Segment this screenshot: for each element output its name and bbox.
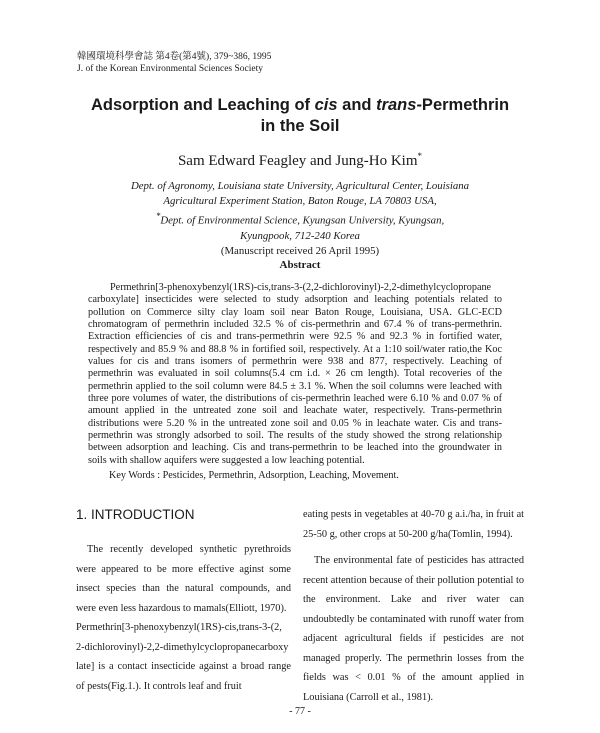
title-part-2: -Permethrin xyxy=(416,96,510,114)
abstract-body: Permethrin[3-phenoxybenzyl(1RS)-cis,trans-3-(2,2-dichlorovinyl)-2,2-dimethylcyclopropane carboxylate] insecticides were selected to study adsorption and leaching potentials related to pollution on Commerce silty clay loam soil near Baton Rouge, Louisiana, USA. GLC-ECD chromatogram of permethrin included 32.5 % of cis-permethrin and 67.4 % of trans-permethrin. Extraction efficiencies of cis and trans-permethrin were 92.5 % and 92.3 % in fortified water, respectively and 85.9 % and 88.8 % in fortified soil, respectively. At a 1:10 soil/water ratio,the Koc values for cis and trans isomers of permethrin were 938 and 877, respectively. Leaching of permethrin was evaluated in soil columns(5.4 cm i.d. × 26 cm length). Total recoveries of the permethrin applied to the soil column were 84.5 ± 3.1 %. When the soil columns were leached with three pore volumes of water, the distributions of cis-permethrin leached were 6.10 % and 0.07 % of amount applied in the untreated zone soil and leachate water, respectively. Trans-permethrin distributions were 5.20 % in the untreated zone soil and 0.05 % in leachate water. Cis and trans-permethrin was strongly adsorbed to soil. The results of the study showed the strong relationship between adsorption and leaching. Cis and trans-permethrin to be leached into the groundwater in soils with shallow aquifers were suggested a low leaching potential. xyxy=(88,282,502,466)
author-names: Sam Edward Feagley and Jung-Ho Kim xyxy=(177,153,418,169)
intro-paragraph-1: The recently developed synthetic pyrethroids were appeared to be more effective aginst some insect species than the natural compounds, and were even less hazardous to mamals(Elliott, 1970). xyxy=(76,544,291,614)
manuscript-received: (Manuscript received 26 April 1995) xyxy=(220,244,380,257)
affiliation-line-2: Agricultural Experiment Station, Baton Rouge, LA 70803 USA, xyxy=(163,195,437,207)
author-list xyxy=(0,151,600,170)
page-number: - 77 - xyxy=(289,706,311,717)
journal-header xyxy=(77,51,271,75)
affiliation-line-3-text: Dept. of Environmental Science, Kyungsan University, Kyungsan, xyxy=(160,214,445,227)
title-line-1 xyxy=(0,95,600,116)
paper-title xyxy=(0,95,600,137)
intro-paragraph-4: The environmental fate of pesticides has attracted recent attention because of their pollution potential to the environment. Lake and river water can undoubtedly be contaminated with runoff water from adjacent agricultural fields if pesticides are not managed properly. The permethrin losses from the fields was < 0.01 % of the amount applied in Louisiana (Carroll et al., 1981). xyxy=(303,555,524,703)
keywords: Key Words : Pesticides, Permethrin, Adsorption, Leaching, Movement. xyxy=(109,470,399,481)
affiliation-line-4: Kyungpook, 712-240 Korea xyxy=(240,229,360,242)
journal-citation-korean: 韓國環境科學會誌 第4卷(第4號), 379~386, 1995 xyxy=(77,52,272,62)
title-and: and xyxy=(337,96,377,114)
abstract-heading: Abstract xyxy=(279,259,321,271)
title-cis: cis xyxy=(314,96,338,114)
title-part-1: Adsorption and Leaching of xyxy=(90,96,315,114)
intro-paragraph-2: Permethrin[3-phenoxybenzyl(1RS)-cis,trans-3-(2, 2-dichlorovinyl)-2,2-dimethylcyclopropanecarboxy late] is a contact insecticide against a broad range of pests(Fig.1.). It controls leaf and fruit xyxy=(76,622,291,692)
title-trans: trans xyxy=(376,96,417,114)
affiliation-line-3 xyxy=(0,209,600,229)
title-line-2: in the Soil xyxy=(260,117,340,135)
journal-citation-english: J. of the Korean Environmental Sciences Society xyxy=(77,64,263,74)
intro-paragraph-3: eating pests in vegetables at 40-70 g a.i./ha, in fruit at 25-50 g, other crops at 50-200 g/ha(Tomlin, 1994). xyxy=(303,509,524,540)
affiliation-line-1: Dept. of Agronomy, Louisiana state University, Agricultural Center, Louisiana xyxy=(130,180,470,192)
author-footnote-mark: * xyxy=(417,151,423,161)
section-heading-introduction: 1. INTRODUCTION xyxy=(76,507,195,522)
affiliations xyxy=(0,179,600,259)
affiliation-mark: * xyxy=(155,211,161,221)
